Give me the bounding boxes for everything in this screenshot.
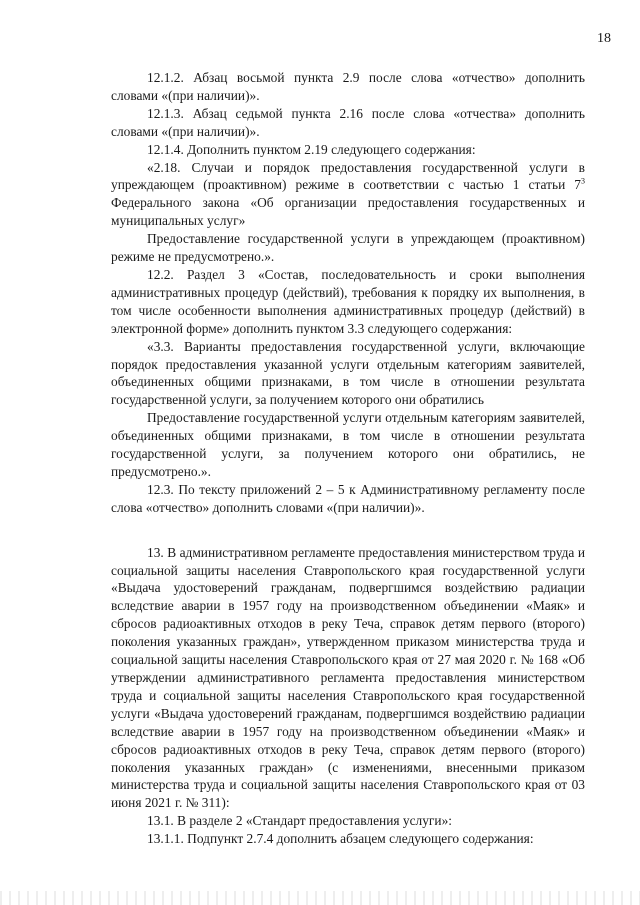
- paragraph-12-2: 12.2. Раздел 3 «Состав, последовательность и сроки выполнения административных процедур (действий), требования к порядку их выполнения, в том числе особенности выполнения административных процедур (действий) в электронной форме» дополнить пунктом 3.3 следующего содержания:: [111, 266, 585, 336]
- page-number: 18: [597, 31, 611, 46]
- scan-edge-artifact: [0, 891, 640, 905]
- paragraph-13-1-1: 13.1.1. Подпункт 2.7.4 дополнить абзацем следующего содержания:: [147, 831, 534, 847]
- paragraph-2-18-text: «2.18. Случаи и порядок предоставления государственной услуги в упреждающем (проактивном) режиме в соответствии с частью 1 статьи 7: [111, 159, 585, 193]
- paragraph-12-1-2: 12.1.2. Абзац восьмой пункта 2.9 после слова «отчество» дополнить словами «(при наличии)».: [111, 70, 585, 103]
- paragraph-3-3: «3.3. Варианты предоставления государственной услуги, включающие порядок предоставления указанной услуги отдельным категориям заявителей, объединенных общими признаками, в том числе в отношении результата государственной услуги, за получением которого они обратились: [111, 338, 585, 408]
- paragraph-13: 13. В административном регламенте предоставления министерством труда и социальной защиты населения Ставропольского края государственной услуги «Выдача удостоверений гражданам, подвергшимся воздействию радиации вследствие аварии в 1957 году на производственном объединении «Маяк» и сбросов радиоактивных отходов в реку Теча, справок детям первого (второго) поколения указанных граждан», утвержденном приказом министерства труда и социальной защиты населения Ставропольского края от 27 мая 2020 г. № 168 «Об утверждении административного регламента предоставления министерством труда и социальной защиты населения Ставропольского края государственной услуги «Выдача удостоверений гражданам, подвергшимся воздействию радиации вследствие аварии в 1957 году на производственном объединении «Маяк» и сбросов радиоактивных отходов в реку Теча, справок детям первого (второго) поколения указанных граждан» (с изменениями, внесенными приказом министерства труда и социальной защиты населения Ставропольского края от 03 июня 2021 г. № 311):: [111, 544, 585, 811]
- document-body: [111, 69, 585, 848]
- paragraph-2-18: [111, 159, 585, 231]
- paragraph-2-18-continuation: Федерального закона «Об организации предоставления государственных и муниципальных услуг»: [111, 195, 585, 229]
- footnote-superscript: 3: [581, 176, 585, 186]
- paragraph-12-1-3: 12.1.3. Абзац седьмой пункта 2.16 после слова «отчества» дополнить словами «(при наличии)».: [111, 105, 585, 139]
- section-gap: [111, 517, 585, 544]
- paragraph-variants-not-provided: Предоставление государственной услуги отдельным категориям заявителей, объединенных общими признаками, в том числе в отношении результата государственной услуги, за получением которого они обратились, не предусмотрено.».: [111, 410, 585, 479]
- paragraph-proactive-not-provided: Предоставление государственной услуги в упреждающем (проактивном) режиме не предусмотрено.».: [111, 231, 585, 265]
- paragraph-12-1-4: 12.1.4. Дополнить пунктом 2.19 следующего содержания:: [147, 141, 476, 157]
- paragraph-12-3: 12.3. По тексту приложений 2 – 5 к Административному регламенту после слова «отчество» дополнить словами «(при наличии)».: [111, 481, 585, 515]
- paragraph-13-1: 13.1. В разделе 2 «Стандарт предоставления услуги»:: [147, 813, 452, 829]
